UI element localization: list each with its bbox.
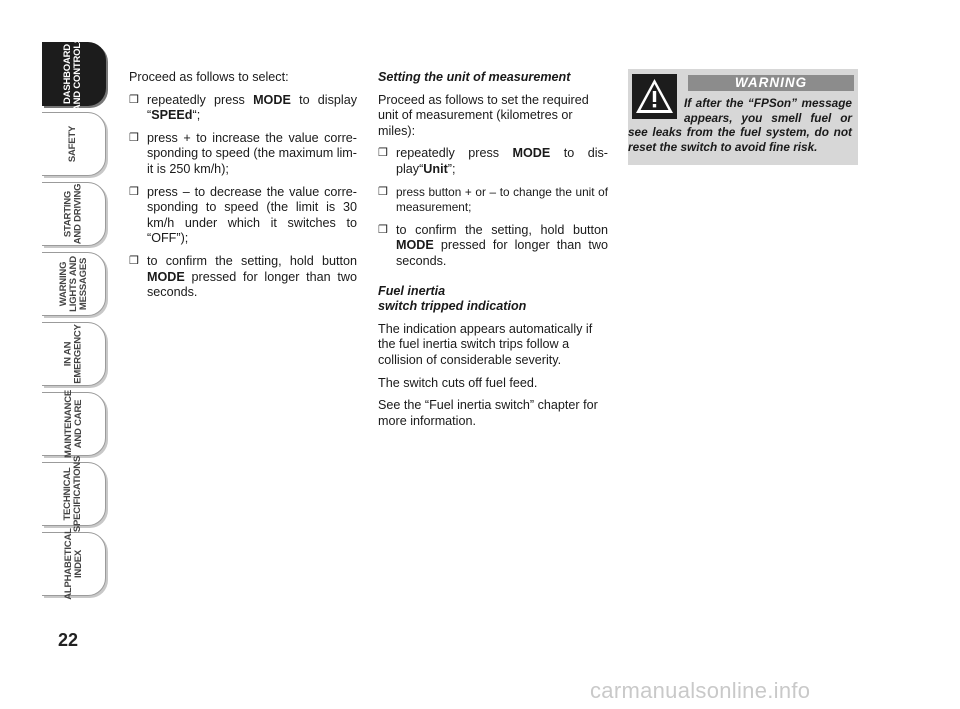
checkbox-bullet-icon: ❒ [129,185,139,198]
paragraph: The indication appears automatically if the fuel inertia switch trips follow a collision of considerable severity. [378,321,593,367]
paragraph: The switch cuts off fuel feed. [378,375,538,390]
tab-label: SAFETY [67,125,79,163]
checkbox-bullet-icon: ❒ [378,223,388,236]
section-heading: Setting the unit of measurement [378,70,571,84]
checkbox-bullet-icon: ❒ [378,185,388,198]
page-number: 22 [58,630,79,650]
tab-label: STARTING AND DRIVING [62,183,84,245]
column-middle [378,70,608,436]
checkbox-bullet-icon: ❒ [129,93,139,106]
tab-warning-lights-and-messages[interactable] [42,252,106,316]
paragraph: See the “Fuel inertia switch” chapter for more information. [378,398,598,428]
checkbox-bullet-icon: ❒ [129,131,139,144]
warning-box [628,69,858,165]
intro-text: Proceed as follows to set the required unit of measurement (kilometres or miles): [378,92,589,138]
tab-label: DASHBOARD AND CONTROLS [62,36,84,112]
checkbox-bullet-icon: ❒ [378,147,388,160]
list-item: ❒ press button + or – to change the unit of measurement; [378,184,608,215]
tab-maintenance-and-care[interactable] [42,392,106,456]
tab-starting-and-driving[interactable] [42,182,106,246]
tab-label: IN AN EMERGENCY [62,324,84,384]
column-left [129,70,357,308]
list-item: ❒ to confirm the setting, hold button MODE pressed for longer than two seconds. [129,253,357,300]
watermark: carmanualsonline.info [590,678,811,703]
tab-alphabetical-index[interactable] [42,528,106,600]
tab-safety[interactable] [42,112,106,176]
list-item: ❒ repeatedly press MODE to dis-play“Unit”; [378,146,608,176]
intro-text: Proceed as follows to select: [129,70,289,84]
list-item: ❒ to confirm the setting, hold button MODE pressed for longer than two seconds. [378,222,608,268]
tab-label: WARNING LIGHTS AND MESSAGES [57,256,89,312]
list-item: ❒ repeatedly press MODE to display “SPEEd“; [129,92,357,123]
list-item: ❒ press – to decrease the value corre-sponding to speed (the limit is 30 km/h under which it switches to “OFF”); [129,184,357,246]
warning-title: WARNING [688,75,854,91]
checkbox-bullet-icon: ❒ [129,254,139,267]
tab-label: MAINTENANCE AND CARE [62,390,84,458]
warning-text: If after the “FPSon” message appears, you smell fuel or see leaks from the fuel system, do not reset the switch to avoid fine risk. [628,96,852,154]
section-heading: Fuel inertia switch tripped indication [378,283,527,314]
tab-label: ALPHABETICAL INDEX [62,528,84,600]
tab-in-an-emergency[interactable] [42,322,106,386]
tab-label: TECHNICAL SPECIFICATIONS [62,455,84,533]
tab-dashboard-and-controls[interactable] [42,36,106,112]
tab-technical-specifications[interactable] [42,455,106,533]
list-item: ❒ press + to increase the value corre-sponding to speed (the maximum lim-it is 250 km/h); [129,130,357,176]
